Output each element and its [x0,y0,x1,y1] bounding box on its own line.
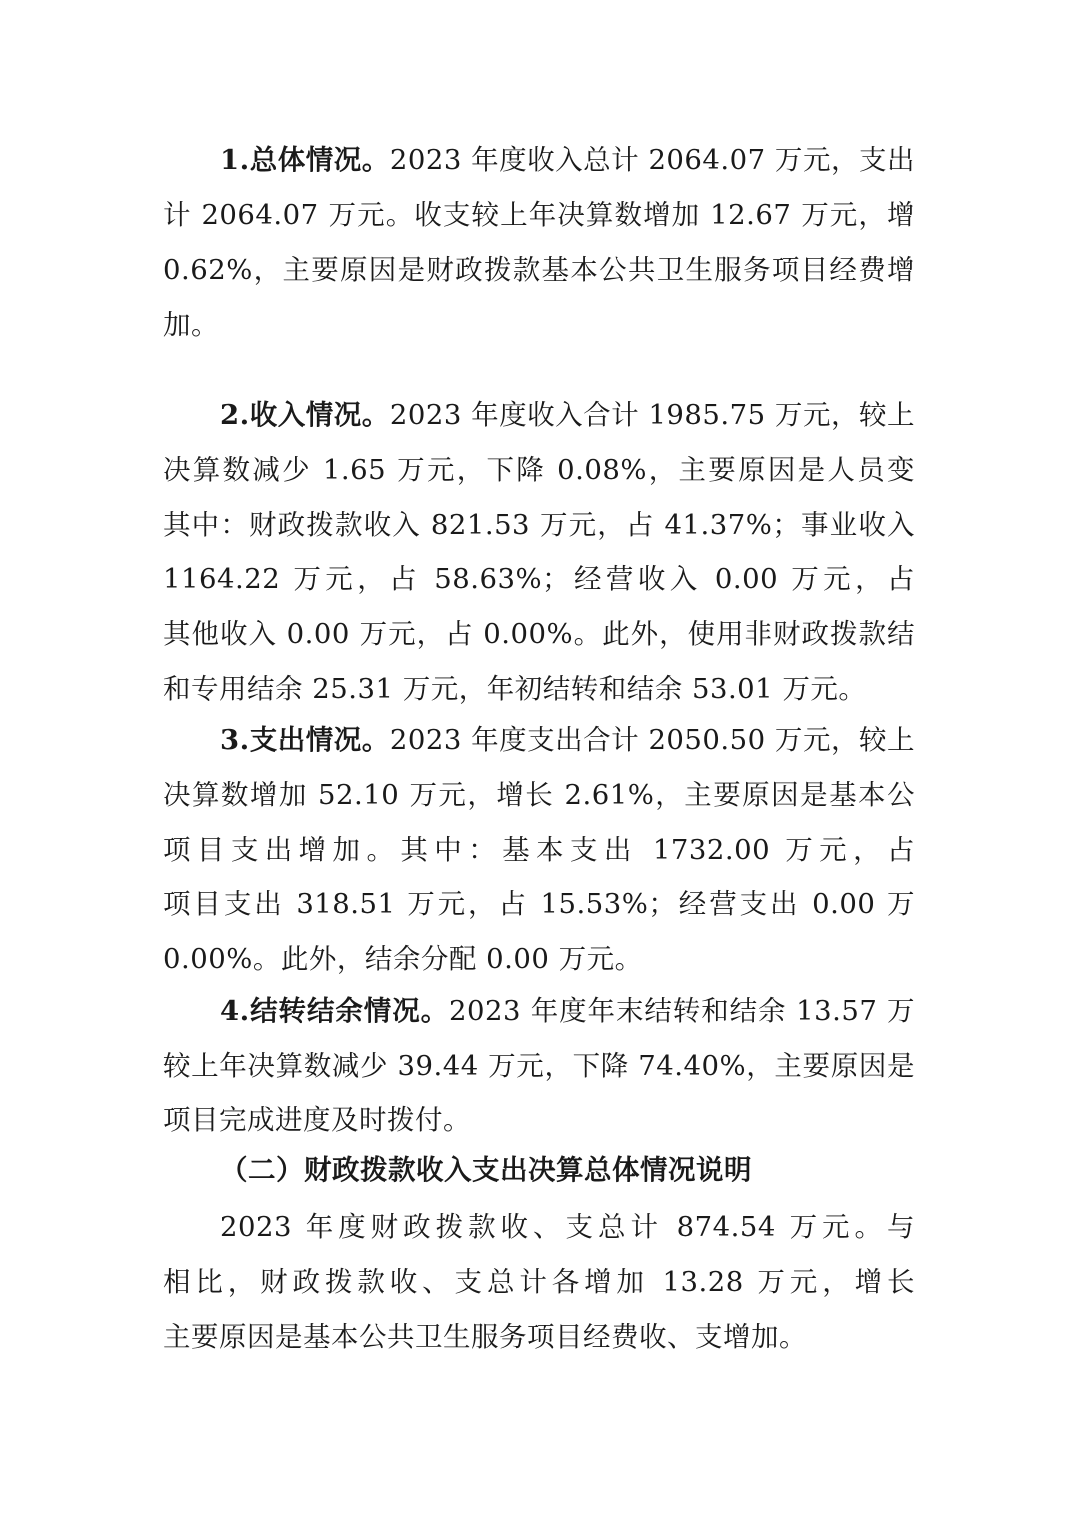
paragraph-3-line-3: 项目支出增加。其中：基本支出 1732.00 万元，占 [163,834,915,866]
paragraph-4-heading: 4.结转结余情况。 [220,995,450,1027]
paragraph-3-line-1 [220,722,915,758]
paragraph-3-line-4: 项目支出 318.51 万元，占 15.53%；经营支出 0.00 万 [163,888,915,920]
paragraph-1-heading: 1.总体情况。 [220,144,390,176]
paragraph-2-line-5: 其他收入 0.00 万元，占 0.00%。此外，使用非财政拨款结 [163,618,915,650]
paragraph-2-text: 2023 年度收入合计 1985.75 万元，较上 [389,399,915,431]
paragraph-5-line-3: 主要原因是基本公共卫生服务项目经费收、支增加。 [163,1321,807,1353]
paragraph-2-line-2: 决算数减少 1.65 万元，下降 0.08%，主要原因是人员变 [163,454,915,486]
paragraph-4-text: 2023 年度年末结转和结余 13.57 万 [449,995,915,1027]
paragraph-3-text: 2023 年度支出合计 2050.50 万元，较上 [389,724,915,756]
paragraph-4-line-1 [220,993,915,1029]
paragraph-4-line-2: 较上年决算数减少 39.44 万元，下降 74.40%，主要原因是 [163,1050,915,1082]
paragraph-1-line-1 [220,142,915,178]
paragraph-3-heading: 3.支出情况。 [220,724,390,756]
paragraph-4-line-3: 项目完成进度及时拨付。 [163,1104,471,1136]
paragraph-5-line-1: 2023 年度财政拨款收、支总计 874.54 万元。与 [220,1211,915,1243]
paragraph-3-line-2: 决算数增加 52.10 万元，增长 2.61%，主要原因是基本公 [163,779,915,811]
paragraph-2-line-6: 和专用结余 25.31 万元，年初结转和结余 53.01 万元。 [163,673,867,705]
paragraph-2-line-3: 其中：财政拨款收入 821.53 万元，占 41.37%；事业收入 [163,509,915,541]
paragraph-2-line-1 [220,397,915,433]
paragraph-1-line-4: 加。 [163,309,219,341]
paragraph-1-text: 2023 年度收入总计 2064.07 万元，支出 [389,144,915,176]
paragraph-1-line-2: 计 2064.07 万元。收支较上年决算数增加 12.67 万元，增 [163,199,915,231]
paragraph-1-line-3: 0.62%，主要原因是财政拨款基本公共卫生服务项目经费增 [163,254,915,286]
paragraph-2-heading: 2.收入情况。 [220,399,390,431]
paragraph-2-line-4: 1164.22 万元，占 58.63%；经营收入 0.00 万元，占 [163,563,915,595]
paragraph-5-line-2: 相比，财政拨款收、支总计各增加 13.28 万元，增长 [163,1266,915,1298]
section-heading: （二）财政拨款收入支出决算总体情况说明 [220,1154,752,1186]
paragraph-3-line-5: 0.00%。此外，结余分配 0.00 万元。 [163,943,643,975]
